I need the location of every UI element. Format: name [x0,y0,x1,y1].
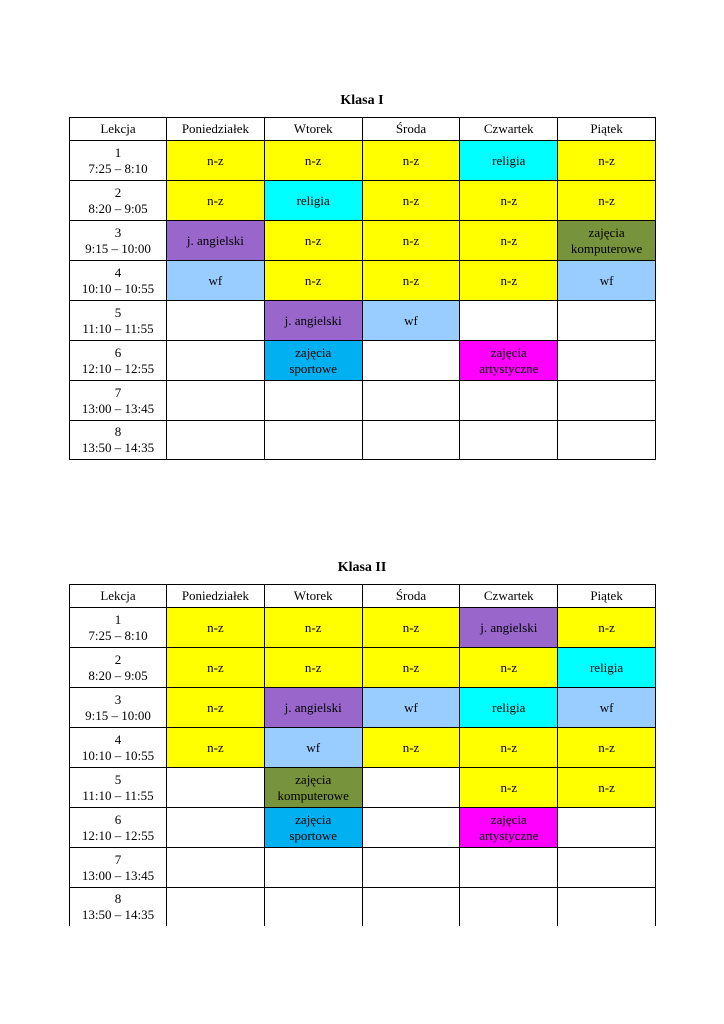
subject-cell-poniedzialek [167,768,265,808]
lesson-time: 10:10 – 10:55 [81,747,155,763]
klasa2-schedule-table [69,584,656,926]
subject-cell-wtorek: n-z [264,608,362,648]
lesson-row [70,648,656,688]
klasa2-title: Klasa II [337,560,387,575]
header-cell: Wtorek [264,585,362,608]
activity-word-2: artystyczne [479,827,539,843]
activity-word-1: zajęcia [490,344,527,360]
lesson-row [70,608,656,648]
subject-cell-poniedzialek: n-z [167,648,265,688]
lesson-row [70,341,656,381]
subject-cell-piatek [558,808,656,848]
subject-cell-czwartek: religia [460,141,558,181]
subject-cell-wtorek: n-z [264,221,362,261]
subject-cell-piatek: n-z [558,728,656,768]
lesson-time-cell [70,808,167,848]
lesson-number: 2 [114,651,122,667]
lesson-time-cell [70,341,167,381]
subject-cell-wtorek [264,888,362,927]
subject-cell-poniedzialek: n-z [167,141,265,181]
lesson-row [70,181,656,221]
lesson-time-cell [70,421,167,460]
subject-cell-wtorek: j. angielski [264,688,362,728]
subject-cell-czwartek: n-z [460,221,558,261]
lesson-time: 11:10 – 11:55 [82,787,154,803]
subject-cell-sroda [362,768,460,808]
lesson-row [70,728,656,768]
subject-cell-sroda: n-z [362,141,460,181]
lesson-row [70,141,656,181]
subject-cell-poniedzialek [167,808,265,848]
subject-cell-sroda [362,888,460,927]
header-row [70,585,656,608]
subject-cell-wtorek [264,768,362,808]
subject-cell-sroda [362,341,460,381]
lesson-time: 8:20 – 9:05 [88,200,148,216]
subject-cell-czwartek: n-z [460,181,558,221]
lesson-time: 13:50 – 14:35 [81,440,155,455]
subject-cell-poniedzialek [167,848,265,888]
header-cell: Poniedziałek [167,585,265,608]
lesson-number: 3 [114,691,122,707]
subject-cell-wtorek [264,848,362,888]
subject-cell-czwartek [460,808,558,848]
lesson-number: 8 [114,424,122,439]
subject-cell-sroda: n-z [362,608,460,648]
lesson-time: 9:15 – 10:00 [85,240,151,256]
lesson-row [70,421,656,460]
subject-cell-poniedzialek [167,421,265,460]
header-cell: Piątek [558,118,656,141]
subject-cell-czwartek: j. angielski [460,608,558,648]
activity-word-2: komputerowe [570,240,643,256]
subject-cell-piatek [558,341,656,381]
subject-cell-piatek: n-z [558,608,656,648]
subject-cell-sroda: n-z [362,261,460,301]
subject-cell-czwartek: religia [460,688,558,728]
subject-cell-piatek [558,421,656,460]
lesson-number: 4 [114,264,122,280]
subject-cell-poniedzialek: n-z [167,181,265,221]
subject-cell-piatek [558,221,656,261]
subject-cell-poniedzialek: j. angielski [167,221,265,261]
subject-cell-poniedzialek [167,341,265,381]
lesson-time-cell [70,381,167,421]
lesson-time: 7:25 – 8:10 [88,627,148,643]
subject-cell-czwartek: n-z [460,768,558,808]
subject-cell-piatek [558,381,656,421]
lesson-time-cell [70,141,167,181]
activity-word-2: komputerowe [277,787,349,803]
lesson-time: 10:10 – 10:55 [81,280,155,296]
subject-cell-sroda [362,421,460,460]
lesson-number: 8 [114,891,122,906]
subject-cell-poniedzialek: n-z [167,688,265,728]
subject-cell-piatek: n-z [558,141,656,181]
subject-cell-piatek [558,888,656,927]
subject-cell-poniedzialek: n-z [167,608,265,648]
activity-word-1: zajęcia [295,344,332,360]
subject-cell-czwartek [460,341,558,381]
lesson-time-cell [70,848,167,888]
subject-cell-czwartek [460,848,558,888]
lesson-time-cell [70,608,167,648]
subject-cell-wtorek: n-z [264,141,362,181]
lesson-time: 13:00 – 13:45 [81,867,155,883]
lesson-row [70,221,656,261]
lesson-number: 1 [114,611,122,627]
lesson-time-cell [70,181,167,221]
lesson-time: 12:10 – 12:55 [81,827,155,843]
subject-cell-czwartek [460,421,558,460]
subject-cell-wtorek: wf [264,728,362,768]
lesson-time-cell [70,301,167,341]
subject-cell-wtorek [264,381,362,421]
subject-cell-wtorek: n-z [264,261,362,301]
lesson-time-cell [70,261,167,301]
lesson-time-cell [70,221,167,261]
lesson-row [70,888,656,927]
lesson-time-cell [70,728,167,768]
lesson-row [70,848,656,888]
klasa1-schedule-table [69,117,656,460]
klasa1-title: Klasa I [340,93,384,108]
subject-cell-wtorek: n-z [264,648,362,688]
subject-cell-sroda: wf [362,688,460,728]
subject-cell-sroda: wf [362,301,460,341]
subject-cell-piatek: wf [558,688,656,728]
lesson-number: 2 [114,184,122,200]
activity-word-1: zajęcia [490,811,527,827]
subject-cell-czwartek: n-z [460,728,558,768]
header-cell: Wtorek [264,118,362,141]
lesson-number: 6 [114,344,122,360]
lesson-time: 11:10 – 11:55 [82,320,154,336]
subject-cell-czwartek: n-z [460,261,558,301]
subject-cell-sroda: n-z [362,221,460,261]
header-cell: Lekcja [70,585,167,608]
subject-cell-piatek [558,848,656,888]
lesson-number: 5 [114,304,122,320]
lesson-number: 7 [114,851,122,867]
subject-cell-czwartek [460,381,558,421]
subject-cell-sroda [362,808,460,848]
lesson-time: 9:15 – 10:00 [85,707,151,723]
subject-cell-piatek: religia [558,648,656,688]
subject-cell-piatek: n-z [558,768,656,808]
lesson-row [70,381,656,421]
subject-cell-czwartek: n-z [460,648,558,688]
lesson-row [70,301,656,341]
subject-cell-sroda: n-z [362,181,460,221]
subject-cell-poniedzialek: n-z [167,728,265,768]
lesson-time: 7:25 – 8:10 [88,160,148,176]
subject-cell-sroda [362,848,460,888]
lesson-time-cell [70,768,167,808]
header-cell: Czwartek [460,585,558,608]
lesson-number: 3 [114,224,122,240]
subject-cell-piatek: n-z [558,181,656,221]
subject-cell-poniedzialek [167,301,265,341]
lesson-time: 8:20 – 9:05 [88,667,148,683]
lesson-time: 13:00 – 13:45 [81,400,155,416]
activity-word-2: sportowe [289,360,338,376]
header-cell: Piątek [558,585,656,608]
activity-word-2: artystyczne [479,360,539,376]
lesson-time-cell [70,688,167,728]
lesson-time: 13:50 – 14:35 [81,907,155,922]
header-cell: Środa [362,585,460,608]
subject-cell-wtorek [264,421,362,460]
lesson-number: 6 [114,811,122,827]
subject-cell-poniedzialek: wf [167,261,265,301]
header-cell: Środa [362,118,460,141]
subject-cell-piatek: wf [558,261,656,301]
lesson-number: 4 [114,731,122,747]
lesson-number: 5 [114,771,122,787]
subject-cell-sroda: n-z [362,728,460,768]
activity-word-1: zajęcia [295,771,332,787]
lesson-row [70,808,656,848]
lesson-row [70,261,656,301]
subject-cell-poniedzialek [167,381,265,421]
subject-cell-czwartek [460,888,558,927]
header-cell: Czwartek [460,118,558,141]
activity-word-1: zajęcia [295,811,332,827]
subject-cell-wtorek [264,341,362,381]
subject-cell-wtorek [264,808,362,848]
header-row [70,118,656,141]
lesson-time-cell [70,888,167,927]
lesson-row [70,768,656,808]
activity-word-1: zajęcia [588,224,625,240]
lesson-row [70,688,656,728]
subject-cell-wtorek: religia [264,181,362,221]
lesson-time-cell [70,648,167,688]
lesson-number: 7 [114,384,122,400]
header-cell: Lekcja [70,118,167,141]
lesson-number: 1 [114,144,122,160]
subject-cell-sroda [362,381,460,421]
lesson-time: 12:10 – 12:55 [81,360,155,376]
subject-cell-sroda: n-z [362,648,460,688]
subject-cell-wtorek: j. angielski [264,301,362,341]
subject-cell-piatek [558,301,656,341]
subject-cell-czwartek [460,301,558,341]
header-cell: Poniedziałek [167,118,265,141]
activity-word-2: sportowe [289,827,338,843]
subject-cell-poniedzialek [167,888,265,927]
